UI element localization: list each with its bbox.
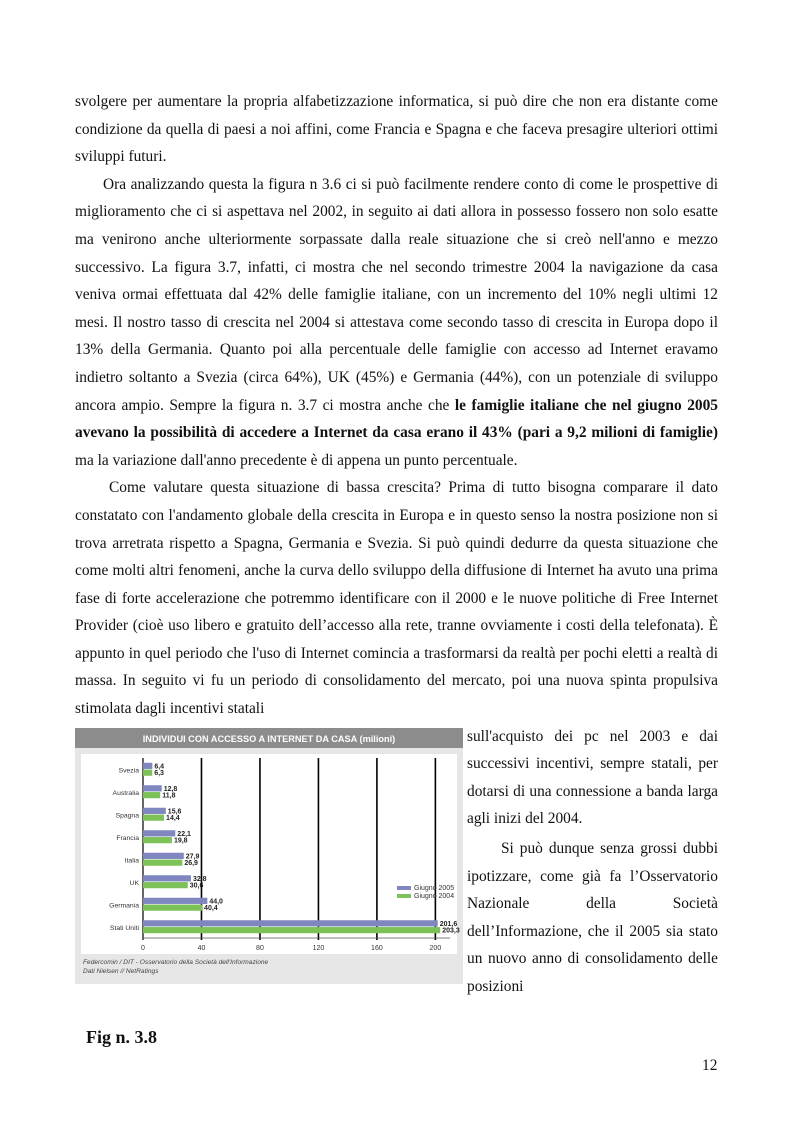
- bar-germania-2005: [143, 897, 207, 903]
- legend-swatch-2005: [397, 886, 411, 890]
- bar-australia-2005: [143, 785, 162, 791]
- value-label-uk-2004: 30,6: [189, 882, 204, 890]
- bar-uk-2005: [143, 875, 191, 881]
- bar-chart: [75, 728, 463, 984]
- bar-spagna-2004: [143, 814, 164, 820]
- bar-australia-2004: [143, 792, 160, 798]
- legend-swatch-2004: [397, 894, 411, 898]
- x-tick-200: 200: [429, 944, 442, 952]
- bar-spagna-2005: [143, 807, 166, 813]
- legend-label-2005: Giugno 2005: [414, 884, 455, 892]
- value-label-spagna-2004: 14,4: [166, 814, 180, 822]
- bar-uk-2004: [143, 882, 188, 888]
- category-label-uk: UK: [129, 879, 139, 887]
- category-label-spagna: Spagna: [115, 811, 139, 819]
- bar-italia-2005: [143, 852, 184, 858]
- value-label-australia-2004: 11,8: [162, 792, 176, 800]
- paragraph-2: [75, 171, 718, 475]
- category-label-svezia: Svezia: [118, 766, 139, 774]
- bar-italia-2004: [143, 859, 182, 865]
- value-label-uk-2005: 32,8: [192, 875, 207, 883]
- bar-stati-uniti-2005: [143, 920, 438, 926]
- x-tick-160: 160: [371, 944, 383, 952]
- x-tick-80: 80: [256, 944, 264, 952]
- bar-germania-2004: [143, 904, 202, 910]
- bar-francia-2005: [143, 830, 175, 836]
- value-label-stati-uniti-2005: 201,6: [439, 920, 458, 928]
- source-line-2: Dati Nielsen // NetRatings: [83, 967, 159, 975]
- side-paragraph-1: sull'acquisto dei pc nel 2003 e dai successivi incentivi, sempre statali, per dotarsi di una connessione a banda larga agli inizi del 2004.: [467, 727, 718, 828]
- value-label-italia-2004: 26,9: [184, 859, 198, 867]
- paragraph-3: Come valutare questa situazione di bassa crescita? Prima di tutto bisogna comparare il dato constatato con l'andamento globale della crescita in Europa e in questo senso la nostra posizione non si trova arretrata rispetto a Spagna, Germania e Svezia. Si può quindi dedurre da questa situazione che come molti altri fenomeni, anche la curva dello sviluppo della diffusione di Internet ha avuto una prima fase di forte accelerazione che potremmo identificare con il 2000 e le nuove politiche di Free Internet Provider (cioè uso libero e gratuito dell’accesso alla rete, tranne ovviamente i costi della telefonata). È appunto in quel periodo che l'uso di Internet comincia a trasformarsi da realtà per pochi eletti a realtà di massa. In seguito vi fu un periodo di consolidamento del mercato, poi una nuova spinta propulsiva stimolata dagli incentivi statali: [75, 479, 718, 718]
- value-label-australia-2005: 12,8: [163, 785, 178, 793]
- legend-label-2004: Giugno 2004: [414, 892, 455, 900]
- value-label-svezia-2005: 6,4: [154, 763, 165, 771]
- category-label-stati-uniti: Stati Uniti: [109, 924, 139, 932]
- chart-title: INDIVIDUI CON ACCESSO A INTERNET DA CASA (milioni): [142, 733, 396, 744]
- paragraph-2-text: Ora analizzando questa la figura n 3.6 ci si può facilmente rendere conto di come le prospettive di miglioramento che ci si aspettava nel 2002, in seguito ai dati allora in possesso fossero non solo esatte ma venirono anche ulteriormente sorpassate dalla reale situazione che si creò nell'anno e mezzo successivo. La figura 3.7, infatti, ci mostra che nel secondo trimestre 2004 la navigazione da casa veniva ormai effettuata dal 42% delle famiglie italiane, con un incremento del 10% negli ultimi 12 mesi. Il nostro tasso di crescita nel 2004 si attestava come secondo tasso di crescita in Europa dopo il 13% della Germania. Quanto poi alla percentuale delle famiglie con accesso ad Internet eravamo indietro soltanto a Svezia (circa 64%), UK (45%) e Germania (44%), con un potenziale di sviluppo ancora ampio. Sempre la figura n. 3.7 ci mostra anche che: [75, 175, 718, 414]
- category-label-francia: Francia: [116, 834, 139, 842]
- category-label-germania: Germania: [109, 901, 139, 909]
- bar-svezia-2004: [143, 769, 152, 775]
- value-label-germania-2005: 44,0: [209, 898, 223, 906]
- value-label-francia-2005: 22,1: [177, 830, 191, 838]
- paragraph-2-bold: le famiglie italiane che nel giugno 2005 avevano la possibilità di accedere a Internet da casa erano il 43% (pari a 9,2 milioni di famiglie): [75, 396, 718, 442]
- value-label-francia-2004: 19,8: [173, 837, 188, 845]
- side-column: [467, 723, 718, 1001]
- bar-francia-2004: [143, 837, 172, 843]
- figure-3-8: [75, 728, 463, 984]
- side-paragraph-2: Si può dunque senza grossi dubbi ipotizzare, come già fa l’Osservatorio Nazionale della Società dell’Informazione, che il 2005 sia stato un nuovo anno di consolidamento delle posizioni: [467, 840, 718, 995]
- paragraph-1: svolgere per aumentare la propria alfabetizzazione informatica, si può dire che non era distante come condizione da quella di paesi a noi affini, come Francia e Spagna e che faceva presagire ulteriori ottimi sviluppi futuri.: [75, 93, 718, 166]
- value-label-stati-uniti-2004: 203,3: [442, 927, 460, 935]
- x-tick-0: 0: [141, 944, 145, 952]
- source-line-1: Federcomin / DIT - Osservatorio della Società dell'Informazione: [83, 958, 269, 966]
- value-label-italia-2005: 27,9: [185, 853, 200, 861]
- bar-stati-uniti-2004: [143, 927, 440, 933]
- category-label-australia: Australia: [112, 789, 139, 797]
- x-tick-40: 40: [197, 944, 206, 952]
- category-label-italia: Italia: [124, 856, 139, 864]
- x-tick-120: 120: [312, 944, 325, 952]
- value-label-spagna-2005: 15,6: [167, 808, 182, 816]
- figure-caption: Fig n. 3.8: [86, 1027, 158, 1047]
- page-body: [75, 88, 718, 995]
- page-number: 12: [702, 1057, 718, 1074]
- paragraph-2-end: ma la variazione dall'anno precedente è di appena un punto percentuale.: [75, 451, 518, 469]
- value-label-germania-2004: 40,4: [204, 904, 218, 912]
- bar-svezia-2005: [143, 762, 152, 768]
- value-label-svezia-2004: 6,3: [154, 769, 164, 777]
